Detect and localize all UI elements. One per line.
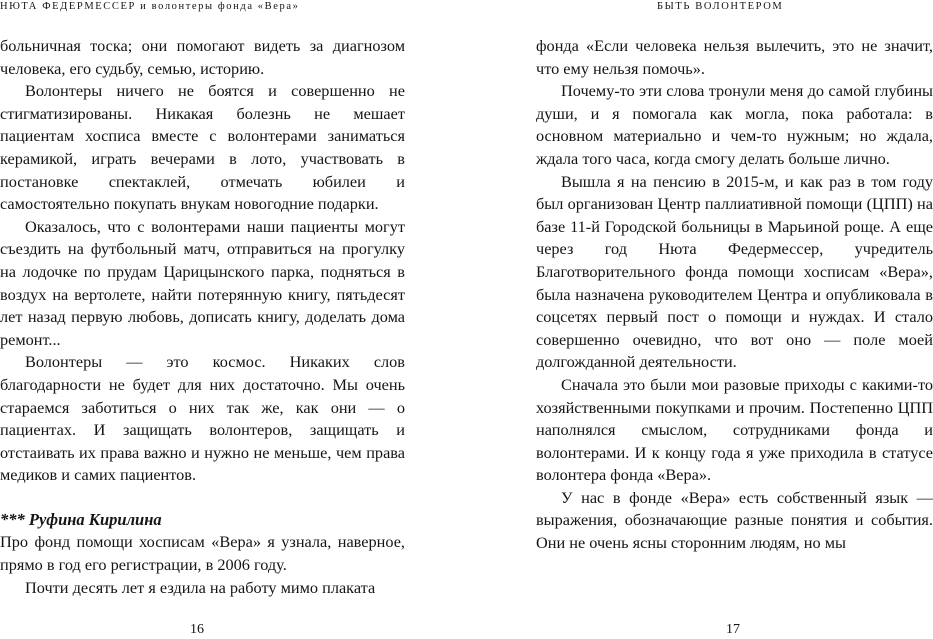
- running-head-right: БЫТЬ ВОЛОНТЕРОМ: [657, 1, 784, 12]
- page-number-left: 16: [190, 622, 204, 637]
- left-body-text: [0, 35, 405, 599]
- paragraph: Волонтеры — это космос. Никаких слов благодарности не будет для них достаточно. Мы очень стараемся заботиться о них так же, как они — о пациентах. И защищать волонтеров, защищать и отстаивать их права важно и нужно не меньше, чем права медиков и самих пациентов.: [0, 352, 405, 485]
- paragraph: Про фонд помощи хосписам «Вера» я узнала, наверное, прямо в год его регистрации, в 2006 году.: [0, 532, 405, 575]
- paragraph: фонда «Если человека нельзя вылечить, это не значит, что ему нельзя помочь».: [536, 36, 933, 78]
- paragraph: Почти десять лет я ездила на работу мимо плаката: [25, 577, 376, 597]
- paragraph: больничная тоска; они помогают видеть за диагнозом человека, его судьбу, семью, историю.: [0, 36, 405, 78]
- page-number-right: 17: [726, 622, 740, 637]
- section-title: *** Руфина Кирилина: [0, 509, 162, 529]
- paragraph: Сначала это были мои разовые приходы с какими-то хозяйственными покупками и прочим. Постепенно ЦПП наполнялся смыслом, сотрудниками фонда и волонтерами. И к концу года я уже приходила в статусе волонтера фонда «Вера».: [536, 374, 933, 485]
- paragraph: Почему-то эти слова тронули меня до самой глубины души, и я помогала как могла, пока работала: в основном материально и чем-то нужным; но ждала, ждала того часа, когда смогу делать больше лично.: [536, 81, 933, 168]
- paragraph: У нас в фонде «Вера» есть собственный язык — выражения, обозначающие разные понятия и события. Они не очень ясны сторонним людям, но мы: [536, 487, 933, 553]
- running-head-left: НЮТА ФЕДЕРМЕССЕР и волонтеры фонда «Вера»: [0, 1, 300, 12]
- right-body-text: [536, 35, 933, 555]
- left-page: [0, 0, 405, 639]
- paragraph: Оказалось, что с волонтерами наши пациенты могут съездить на футбольный матч, отправиться на прогулку на лодочке по прудам Царицынского парка, подняться в воздух на вертолете, найти потерянную книгу, пятьдесят лет назад первую любовь, дописать книгу, доделать дома ремонт...: [0, 216, 405, 349]
- paragraph: Вышла я на пенсию в 2015-м, и как раз в том году был организован Центр паллиативной помощи (ЦПП) на базе 11-й Городской больницы в Марьиной роще. А еще через год Нюта Федермессер, учредитель Благотворительного фонда помощи хосписам «Вера», была назначена руководителем Центра и опубликовала в соцсетях первый пост о помощи и нуждах. И стало совершенно очевидно, что вот оно — поле моей долгожданной деятельности.: [536, 171, 933, 372]
- paragraph: Волонтеры ничего не боятся и совершенно не стигматизированы. Никакая болезнь не мешает пациентам хосписа вместе с волонтерами заниматься керамикой, играть вечерами в лото, участвовать в постановке спектаклей, отмечать юбилеи и самостоятельно покупать внукам новогодние подарки.: [0, 81, 405, 214]
- right-page: [536, 0, 933, 639]
